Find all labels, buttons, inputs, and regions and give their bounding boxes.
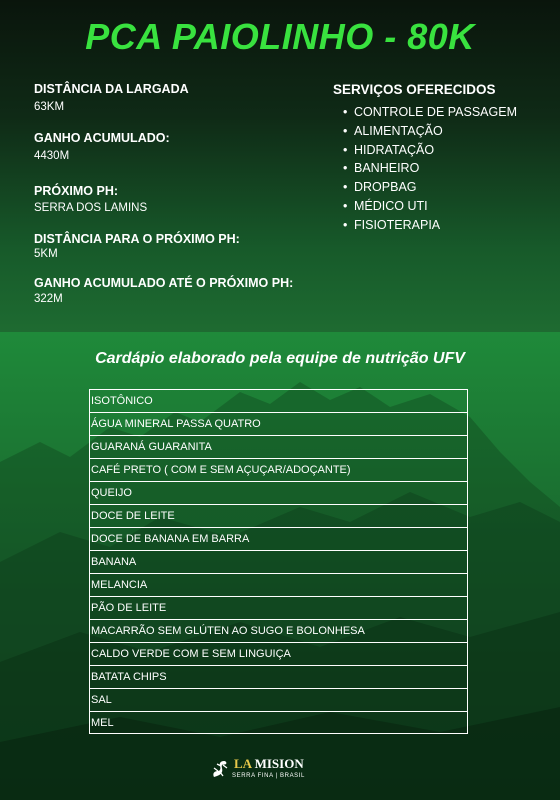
info-value-distance-next-ph: 5KM [34,248,58,260]
menu-table [89,389,468,734]
menu-row: CAFÉ PRETO ( COM E SEM AÇUÇAR/ADOÇANTE) [90,459,467,482]
menu-row: CALDO VERDE COM E SEM LINGUIÇA [90,643,467,666]
services-item: • MÉDICO UTI [343,197,517,216]
menu-row: DOCE DE LEITE [90,505,467,528]
services-list [343,103,517,235]
info-value-elevation-gain: 4430M [34,150,70,162]
menu-row: BATATA CHIPS [90,666,467,689]
logo-name [234,756,304,772]
info-label-next-ph: PRÓXIMO PH: [34,184,119,198]
la-mision-logo [208,755,318,785]
logo-name-rest: MISION [251,756,304,771]
services-item: • HIDRATAÇÃO [343,141,517,160]
info-label-distance-next-ph: DISTÂNCIA PARA O PRÓXIMO PH: [34,232,240,246]
menu-row: DOCE DE BANANA EM BARRA [90,528,467,551]
info-label-distance-start: DISTÂNCIA DA LARGADA [34,82,189,96]
menu-row: ISOTÔNICO [90,390,467,413]
info-value-distance-start: 63KM [34,101,65,113]
logo-subtitle: SERRA FINA | BRASIL [232,773,305,779]
menu-row: MEL [91,717,114,729]
logo-name-accent: LA [234,756,252,771]
services-title: SERVIÇOS OFERECIDOS [333,82,496,97]
info-label-gain-next-ph: GANHO ACUMULADO ATÉ O PRÓXIMO PH: [34,276,294,290]
menu-row: ÁGUA MINERAL PASSA QUATRO [90,413,467,436]
menu-row: BANANA [90,551,467,574]
menu-row: QUEIJO [90,482,467,505]
info-value-next-ph: SERRA DOS LAMINS [34,202,148,214]
menu-row: GUARANÁ GUARANITA [90,436,467,459]
menu-title: Cardápio elaborado pela equipe de nutrição UFV [95,350,465,367]
menu-row: MACARRÃO SEM GLÚTEN AO SUGO E BOLONHESA [90,620,467,643]
services-item: • BANHEIRO [343,159,517,178]
info-label-elevation-gain: GANHO ACUMULADO: [34,131,170,145]
lizard-icon [208,757,232,781]
services-item: • FISIOTERAPIA [343,216,517,235]
info-value-gain-next-ph: 322M [34,293,63,305]
page-title: PCA PAIOLINHO - 80K [85,16,475,57]
services-item: • DROPBAG [343,178,517,197]
menu-row: PÃO DE LEITE [90,597,467,620]
menu-row: SAL [90,689,467,712]
services-item: • CONTROLE DE PASSAGEM [343,103,517,122]
services-item: • ALIMENTAÇÃO [343,122,517,141]
menu-row: MELANCIA [90,574,467,597]
